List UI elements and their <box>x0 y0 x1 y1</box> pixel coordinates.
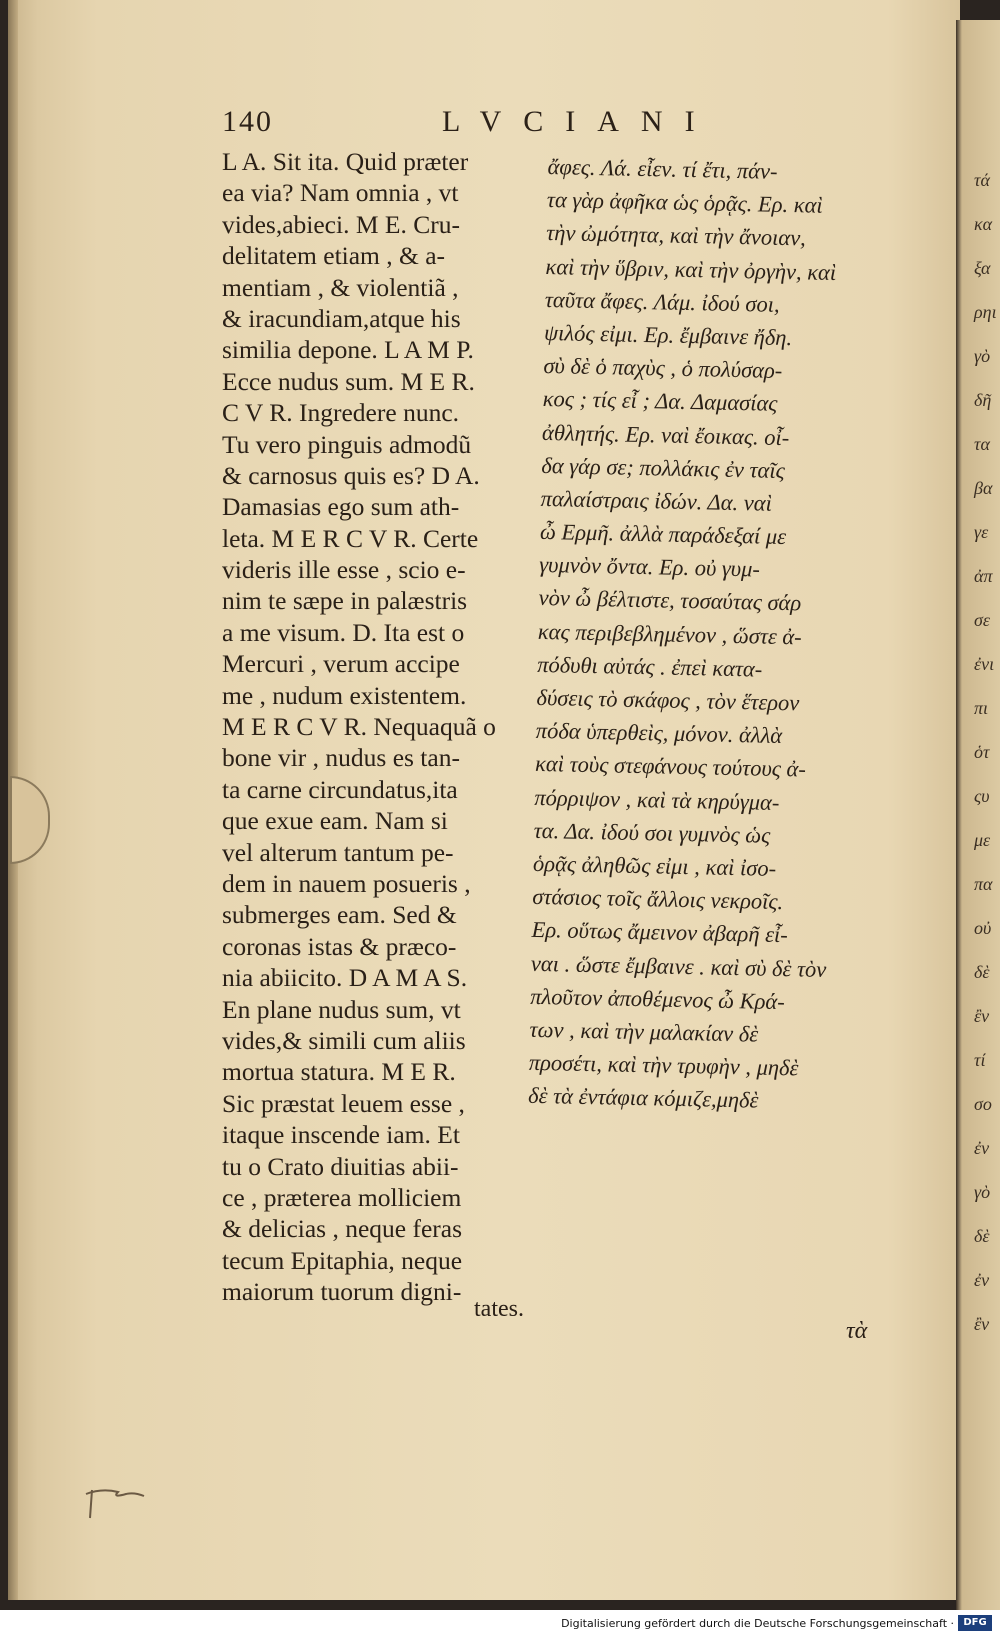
ink-scribble <box>82 1484 152 1524</box>
greek-line: ταῦτα ἄφες. Λάμ. ἰδού σοι, <box>544 286 780 317</box>
latin-column <box>222 146 528 1307</box>
facing-page-fragment: ςυ <box>974 786 990 806</box>
facing-page-fragment: ἐν <box>974 1138 990 1158</box>
latin-line: & delicias , neque feras <box>222 1214 463 1244</box>
page-header <box>222 105 722 141</box>
facing-page-fragment: κα <box>974 214 993 234</box>
greek-line: ὦ Ερμῆ. ἀλλὰ παράδεξαί με <box>539 518 787 550</box>
facing-page-fragment: ξα <box>974 258 991 278</box>
facing-page-fragment: σε <box>974 610 990 630</box>
latin-line: M E R C V R. Nequaquã o <box>222 712 496 742</box>
latin-line: L A. Sit ita. Quid præter <box>222 147 469 176</box>
latin-line: vides,& simili cum aliis <box>222 1025 466 1055</box>
facing-page-fragment: ἒν <box>974 1314 990 1334</box>
latin-line: delitatem etiam , & a- <box>222 241 446 271</box>
facing-page-fragment: τά <box>974 170 990 190</box>
latin-line: En plane nudus sum, vt <box>222 994 461 1024</box>
latin-line: Mercuri , verum accipe <box>222 649 460 679</box>
footer-credit: Digitalisierung gefördert durch die Deutsche Forschungsgemeinschaft · <box>561 1617 954 1630</box>
latin-line: mentiam , & violentiã , <box>222 272 459 302</box>
binding-clasp <box>10 776 50 864</box>
latin-line: vides,abieci. M E. Cru- <box>222 209 460 239</box>
latin-line: Ecce nudus sum. M E R. <box>222 366 475 396</box>
facing-page-fragment: με <box>974 830 991 850</box>
greek-line: τα γὰρ ἀφῆκα ὡς ὁρᾷς. Ερ. καὶ <box>546 187 823 218</box>
latin-line: nia abiicito. D A M A S. <box>222 963 468 993</box>
latin-line: similia depone. L A M P. <box>222 335 474 365</box>
greek-line: τὴν ὠμότητα, καὶ τὴν ἄνοιαν, <box>546 220 807 251</box>
greek-line: ἀθλητής. Ερ. ναὶ ἔοικας. οἶ- <box>541 419 790 450</box>
facing-page-fragment: δὲ <box>974 1226 990 1246</box>
latin-line: ta carne circundatus,ita <box>222 774 458 804</box>
facing-page-fragment: ἒν <box>974 1006 990 1026</box>
greek-line: δὲ τὰ ἐντάφια κόμιζε,μηδὲ <box>527 1083 759 1113</box>
latin-line: ea via? Nam omnia , vt <box>222 178 459 208</box>
greek-line: γυμνὸν ὄντα. Ερ. οὐ γυμ- <box>539 552 761 582</box>
greek-line: πόρριψον , καὶ τὰ κηρύγμα- <box>534 784 780 815</box>
facing-page-fragment: ὁτ <box>974 742 990 762</box>
facing-page-fragment: τα <box>974 434 990 454</box>
greek-line: νὸν ὦ βέλτιστε, τοσαύτας σάρ <box>538 585 802 616</box>
greek-line: τα. Δα. ἰδού σοι γυμνὸς ὡς <box>533 817 771 848</box>
latin-line: a me visum. D. Ita est o <box>222 617 465 647</box>
latin-line: Damasias ego sum ath- <box>222 492 460 522</box>
greek-line: ὁρᾷς ἀληθῶς εἰμι , καὶ ἰσο- <box>532 850 777 881</box>
greek-line: στάσιος τοῖς ἄλλοις νεκροῖς. <box>532 883 784 915</box>
facing-page-fragment: βα <box>974 478 993 498</box>
greek-line: πόδα ὑπερθεὶς, μόνον. ἀλλὰ <box>535 718 783 749</box>
greek-line: σὺ δὲ ὁ παχὺς , ὁ πολύσαρ- <box>543 353 783 384</box>
facing-page-fragment: ἐν <box>974 1270 990 1290</box>
greek-line: παλαίστραις ἰδών. Δα. ναὶ <box>540 485 773 516</box>
latin-line: itaque inscende iam. Et <box>222 1120 460 1150</box>
latin-line: & iracundiam,atque his <box>222 303 461 333</box>
page-number: 140 <box>222 105 273 138</box>
latin-line: tecum Epitaphia, neque <box>222 1245 463 1275</box>
footer-bar <box>0 1610 1000 1636</box>
greek-column <box>528 150 900 1120</box>
facing-page-fragment: πα <box>974 874 993 894</box>
greek-line: των , καὶ τὴν μαλακίαν δὲ <box>529 1016 759 1047</box>
latin-line: videris ille esse , scio e- <box>222 555 466 585</box>
latin-line: que exue eam. Nam si <box>222 806 448 836</box>
greek-line: καὶ τοὺς στεφάνους τούτους ἀ- <box>534 751 807 782</box>
latin-line: tu o Crato diuitias abii- <box>222 1151 459 1181</box>
latin-line: bone vir , nudus es tan- <box>222 743 460 773</box>
latin-line: dem in nauem posueris , <box>222 868 471 898</box>
facing-page-fragment: δὲ <box>974 962 990 982</box>
facing-page <box>956 20 1000 1610</box>
facing-page-fragment: σο <box>974 1094 992 1114</box>
running-head: LVCIANI <box>442 105 717 138</box>
greek-line: δα γάρ σε; πολλάκις ἐν ταῖς <box>541 452 786 483</box>
greek-line: ἄφες. Λά. εἶεν. τί ἔτι, πάν- <box>547 153 778 184</box>
greek-line: κος ; τίς εἶ ; Δα. Δαμασίας <box>542 386 778 417</box>
latin-line: Tu vero pinguis admodũ <box>222 429 472 459</box>
facing-page-fragment: τί <box>974 1050 986 1070</box>
latin-line: vel alterum tantum pe- <box>222 837 454 867</box>
facing-page-fragment: ρηι <box>974 302 997 322</box>
latin-line: me , nudum existentem. <box>222 680 467 710</box>
greek-line: ψιλός εἰμι. Ερ. ἔμβαινε ἤδη. <box>543 319 793 351</box>
greek-line: κας περιβεβλημένον , ὥστε ἀ- <box>537 618 802 650</box>
latin-catchword: tates. <box>474 1296 524 1322</box>
latin-line: maiorum tuorum digni- <box>222 1277 462 1307</box>
latin-line: & carnosus quis es? D A. <box>222 460 480 490</box>
facing-page-fragment: γε <box>974 522 989 542</box>
greek-line: Ερ. οὕτως ἄμεινον ἀβαρῆ εἶ- <box>531 917 789 948</box>
greek-line: προσέτι, καὶ τὴν τρυφὴν , μηδὲ <box>528 1049 799 1081</box>
greek-catchword: τὰ <box>846 1318 868 1344</box>
latin-line: Sic præstat leuem esse , <box>222 1088 465 1118</box>
greek-line: δύσεις τὸ σκάφος , τὸν ἕτερον <box>536 684 800 716</box>
latin-line: submerges eam. Sed & <box>222 900 457 930</box>
facing-page-fragment: οὐ <box>974 918 992 938</box>
facing-page-fragment: δῆ <box>974 390 992 410</box>
greek-line: ναι . ὥστε ἔμβαινε . καὶ σὺ δὲ τὸν <box>530 950 827 982</box>
greek-line: πλοῦτον ἀποθέμενος ὦ Κρά- <box>530 983 786 1014</box>
latin-line: C V R. Ingredere nunc. <box>222 398 460 428</box>
dfg-logo: DFG <box>958 1615 992 1631</box>
facing-page-fragment: ἀπ <box>974 566 993 586</box>
latin-line: ce , præterea molliciem <box>222 1182 462 1212</box>
facing-page-fragment: γὸ <box>974 346 991 366</box>
greek-line: πόδυθι αὐτάς . ἐπεὶ κατα- <box>536 651 763 682</box>
facing-page-fragment: πι <box>974 698 989 718</box>
facing-page-fragment: ἐνι <box>974 654 995 674</box>
latin-line: coronas istas & præco- <box>222 931 457 961</box>
latin-line: mortua statura. M E R. <box>222 1057 456 1087</box>
latin-line: leta. M E R C V R. Certe <box>222 523 479 553</box>
facing-page-fragment: γὸ <box>974 1182 991 1202</box>
greek-line: καὶ τὴν ὕβριν, καὶ τὴν ὀργὴν, καὶ <box>545 253 837 285</box>
latin-line: nim te sæpe in palæstris <box>222 586 468 616</box>
